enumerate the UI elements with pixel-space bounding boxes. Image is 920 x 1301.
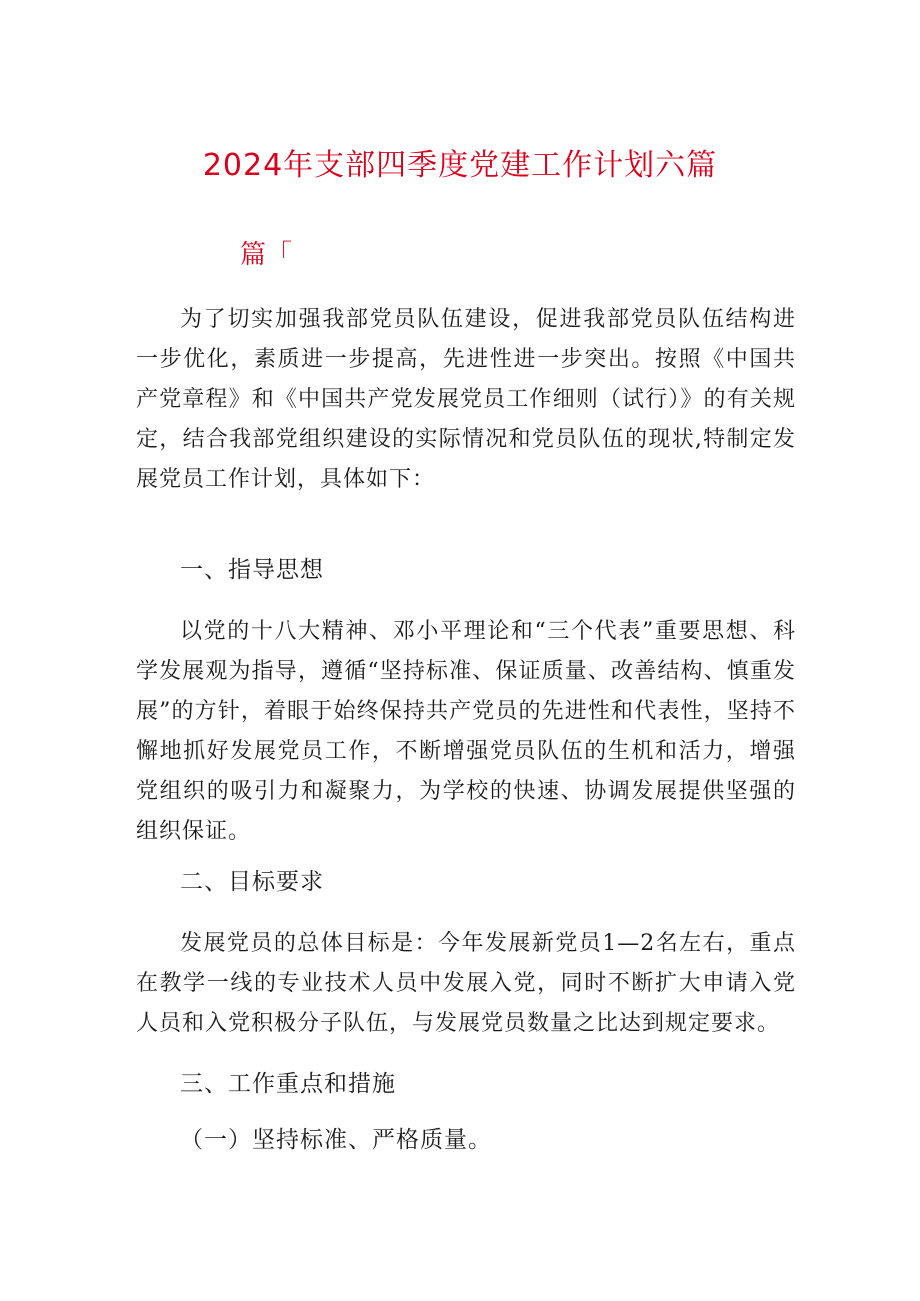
section-paragraph-goals: 发展党员的总体目标是：今年发展新党员1—2名左右，重点在教学一线的专业技术人员中发展入党，同时不断扩大申请入党人员和入党积极分子队伍，与发展党员数量之比达到规定要求。: [136, 931, 796, 1036]
document-title: 2024年支部四季度党建工作计划六篇: [202, 148, 718, 183]
section-paragraph-guiding-ideology: 以党的十八大精神、邓小平理论和“三个代表”重要思想、科学发展观为指导，遵循“坚持标准、保证质量、改善结构、慎重发展”的方针，着眼于始终保持共产党员的先进性和代表性，坚持不懈地抓好发展党员工作，不断增强党员队伍的生机和活力，增强党组织的吸引力和凝聚力，为学校的快速、协调发展提供坚强的组织保证。: [136, 619, 796, 844]
intro-paragraph: 为了切实加强我部党员队伍建设，促进我部党员队伍结构进一步优化，素质进一步提高，先进性进一步突出。按照《中国共产党章程》和《中国共产党发展党员工作细则（试行）》的有关规定，结合我部党组织建设的实际情况和党员队伍的现状,特制定发展党员工作计划，具体如下：: [136, 307, 796, 492]
chapter-label: 篇「: [240, 240, 293, 270]
subsection-heading-standards: （一）坚持标准、严格质量。: [180, 1127, 492, 1153]
section-heading-measures: 三、工作重点和措施: [180, 1071, 396, 1097]
section-heading-guiding-ideology: 一、指导思想: [180, 557, 324, 583]
section-heading-goals: 二、目标要求: [180, 869, 324, 895]
